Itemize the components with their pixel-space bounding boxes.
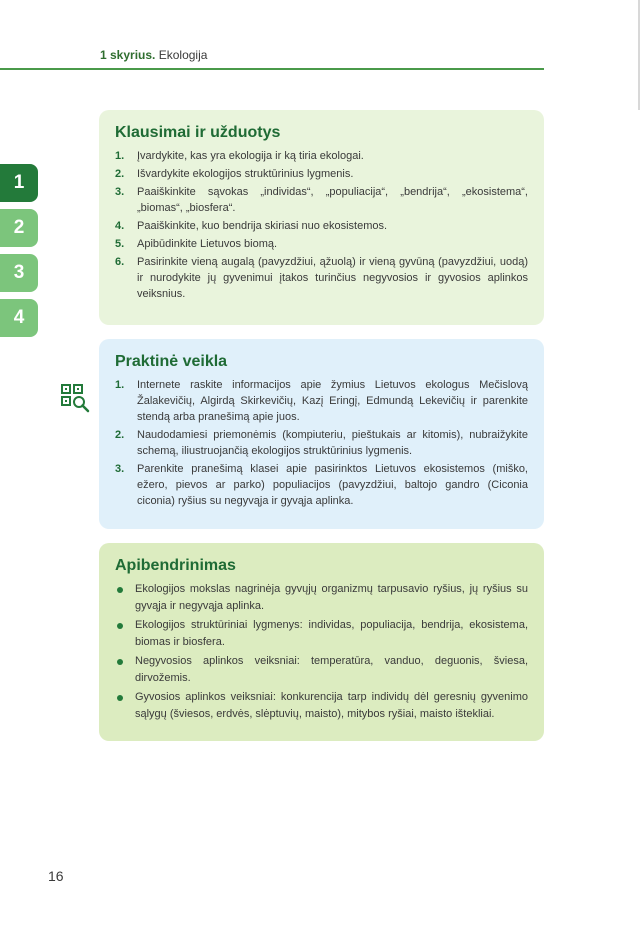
chapter-label: 1 skyrius. [100,48,156,62]
item-text: Parenkite pranešimą klasei apie pasirinktos Lietuvos ekosistemos (miško, ežero, pievos ar parko) populiacijos (pavyzdžiui, baltojo gandro (Ciconia ciconia) ryšius su negyvąja ir gyvąja aplinka. [137,463,528,507]
list-item [115,427,528,459]
chapter-tab-2[interactable]: 2 [0,209,38,247]
summary-list [115,581,528,723]
practical-box [99,339,544,529]
page-number: 16 [48,868,64,884]
item-text: Ekologijos mokslas nagrinėja gyvųjų organizmų tarpusavio ryšius, jų ryšius su gyvąja ir negyvąja aplinka. [135,583,528,612]
questions-list [115,148,528,302]
list-item [115,184,528,216]
list-item [115,377,528,425]
item-number: 6. [115,256,125,268]
bullet-icon [117,623,123,629]
summary-box [99,543,544,741]
questions-box [99,110,544,325]
chapter-tabs [0,164,38,344]
item-number: 3. [115,186,125,198]
item-number: 4. [115,220,125,232]
item-text: Gyvosios aplinkos veiksniai: konkurencija tarp individų dėl geresnių gyvenimo sąlygų (šviesos, erdvės, slėptuvių, maisto), mitybos ryšiai, maisto ištekliai. [135,691,528,720]
list-item [115,148,528,164]
item-text: Paaiškinkite sąvokas „individas“, „populiacija“, „bendrija“, „ekosistema“, „biomas“, „biosfera“. [137,186,528,214]
running-head [100,48,207,62]
questions-title: Klausimai ir užduotys [115,124,281,141]
chapter-tab-4[interactable]: 4 [0,299,38,337]
item-text: Pasirinkite vieną augalą (pavyzdžiui, ąžuolą) ir vieną gyvūną (pavyzdžiui, uodą) ir nurodykite jų gyvenimui įtakos turinčius negyvosios ir gyvosios aplinkos veiksnius. [137,256,528,300]
list-item [115,689,528,723]
list-item [115,617,528,651]
practical-list [115,377,528,509]
qr-search-icon[interactable] [60,383,90,413]
bullet-icon [117,659,123,665]
list-item [115,461,528,509]
item-text: Išvardykite ekologijos struktūrinius lygmenis. [137,168,354,180]
list-item [115,254,528,302]
item-number: 5. [115,238,125,250]
chapter-title: Ekologija [158,48,208,62]
item-number: 1. [115,150,125,162]
list-item [115,236,528,252]
chapter-tab-1[interactable]: 1 [0,164,38,202]
item-text: Apibūdinkite Lietuvos biomą. [137,238,278,250]
item-text: Internete raskite informacijos apie žymius Lietuvos ekologus Mečislovą Žalakevičių, Algirdą Skirkevičių, Kazį Eringį, Edmundą Lekevičių ir parenkite stendą arba pranešimą apie juos. [137,379,528,423]
chapter-tab-3[interactable]: 3 [0,254,38,292]
item-number: 3. [115,463,125,475]
item-number: 2. [115,429,125,441]
item-text: Ekologijos struktūriniai lygmenys: individas, populiacija, bendrija, ekosistema, biomas ir biosfera. [135,619,528,648]
item-text: Negyvosios aplinkos veiksniai: temperatūra, vanduo, deguonis, šviesa, dirvožemis. [135,655,528,684]
header-rule [0,68,544,70]
list-item [115,166,528,182]
practical-title: Praktinė veikla [115,353,228,370]
list-item [115,581,528,615]
bullet-icon [117,695,123,701]
list-item [115,218,528,234]
bullet-icon [117,587,123,593]
item-number: 2. [115,168,125,180]
item-text: Paaiškinkite, kuo bendrija skiriasi nuo ekosistemos. [137,220,388,232]
item-number: 1. [115,379,125,391]
item-text: Įvardykite, kas yra ekologija ir ką tiria ekologai. [137,150,364,162]
summary-title: Apibendrinimas [115,557,236,574]
list-item [115,653,528,687]
item-text: Naudodamiesi priemonėmis (kompiuteriu, pieštukais ar kitomis), nubraižykite schemą, iliustruojančią ekologijos struktūrinius lygmenis. [137,429,528,457]
